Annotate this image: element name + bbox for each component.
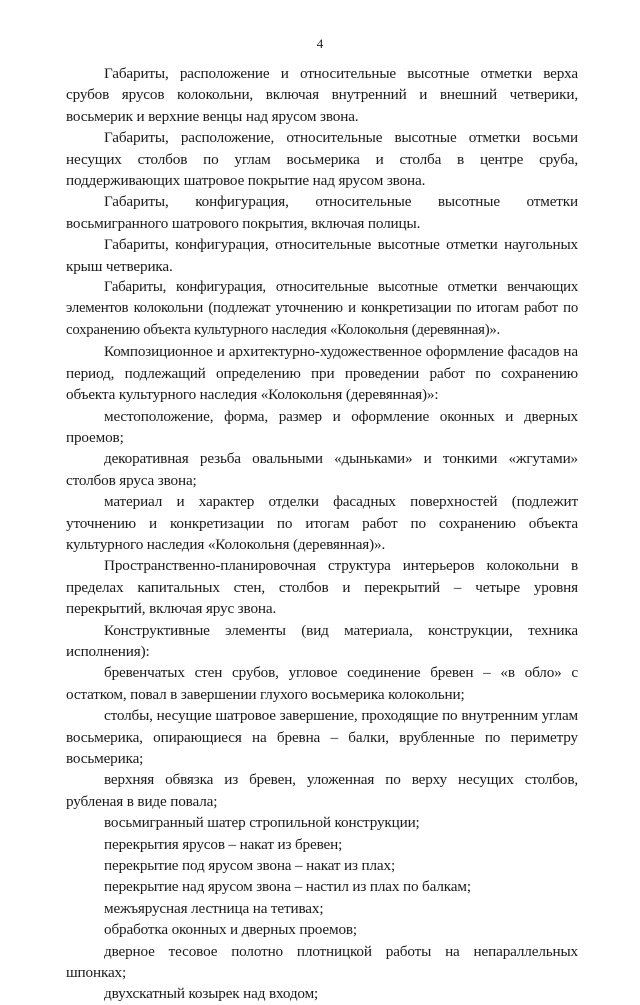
list-item-floor-over-bells: перекрытие над ярусом звона – настил из плах по балкам; bbox=[104, 878, 471, 896]
list-item-openings-finish: обработка оконных и дверных проемов; bbox=[104, 921, 357, 939]
paragraph-3: Габариты, конфигурация, относительные высотные отметки восьмигранного шатрового покрытия, включая полицы. bbox=[66, 193, 578, 232]
list-item-door: дверное тесовое полотно плотницкой работы на непараллельных шпонках; bbox=[66, 942, 578, 982]
list-item-carving: декоративная резьба овальными «дыньками» и тонкими «жгутами» столбов яруса звона; bbox=[66, 450, 578, 489]
paragraph-5: Габариты, конфигурация, относительные высотные отметки венчающих элементов колокольни (подлежат уточнению и конкретизации по итогам работ по сохранению объекта культурного наследия «Колокольня (деревянная)». bbox=[66, 279, 578, 338]
document-body bbox=[66, 63, 578, 1005]
paragraph-interiors: Пространственно-планировочная структура интерьеров колокольни в пределах капитальных стен, столбов и перекрытий – четыре уровня перекрытий, включая ярус звона. bbox=[66, 557, 578, 618]
page-number: 4 bbox=[316, 36, 324, 51]
paragraph-2: Габариты, расположение, относительные высотные отметки восьми несущих столбов по углам восьмерика и столба в центре сруба, поддерживающих шатровое покрытие над ярусом звона. bbox=[66, 129, 578, 190]
list-item-pillars: столбы, несущие шатровое завершение, проходящие по внутренним углам восьмерика, опирающиеся на бревна – балки, врубленные по периметру восьмерика; bbox=[66, 707, 578, 767]
list-item-canopy: двухскатный козырек над входом; bbox=[104, 985, 319, 1003]
list-item-facade-finish: материал и характер отделки фасадных поверхностей (подлежит уточнению и конкретизации по итогам работ по сохранению объекта культурного наследия «Колокольня (деревянная)». bbox=[66, 493, 578, 553]
list-item-log-walls: бревенчатых стен срубов, угловое соединение бревен – «в обло» с остатком, повал в завершении глухого восьмерика колокольни; bbox=[66, 664, 578, 703]
paragraph-4: Габариты, конфигурация, относительные высотные отметки наугольных крыш четверика. bbox=[66, 236, 578, 275]
list-item-tent-roof: восьмигранный шатер стропильной конструкции; bbox=[104, 814, 420, 832]
list-item-tier-floors: перекрытия ярусов – накат из бревен; bbox=[104, 835, 343, 853]
paragraph-6: Композиционное и архитектурно-художественное оформление фасадов на период, подлежащий определению при проведении работ по сохранению объекта культурного наследия «Колокольня (деревянная)»: bbox=[66, 343, 578, 404]
list-item-top-binding: верхняя обвязка из бревен, уложенная по верху несущих столбов, рубленая в виде повала; bbox=[66, 771, 578, 810]
list-item-floor-under-bells: перекрытие под ярусом звона – накат из плах; bbox=[104, 857, 396, 875]
list-item-stairs: межъярусная лестница на тетивах; bbox=[104, 899, 324, 917]
paragraph-structural-elements: Конструктивные элементы (вид материала, конструкции, техника исполнения): bbox=[66, 621, 578, 660]
paragraph-1: Габариты, расположение и относительные высотные отметки верха срубов ярусов колокольни, включая внутренний и внешний четверики, восьмерик и верхние венцы над ярусом звона. bbox=[66, 65, 578, 125]
list-item-openings: местоположение, форма, размер и оформление оконных и дверных проемов; bbox=[66, 407, 578, 446]
